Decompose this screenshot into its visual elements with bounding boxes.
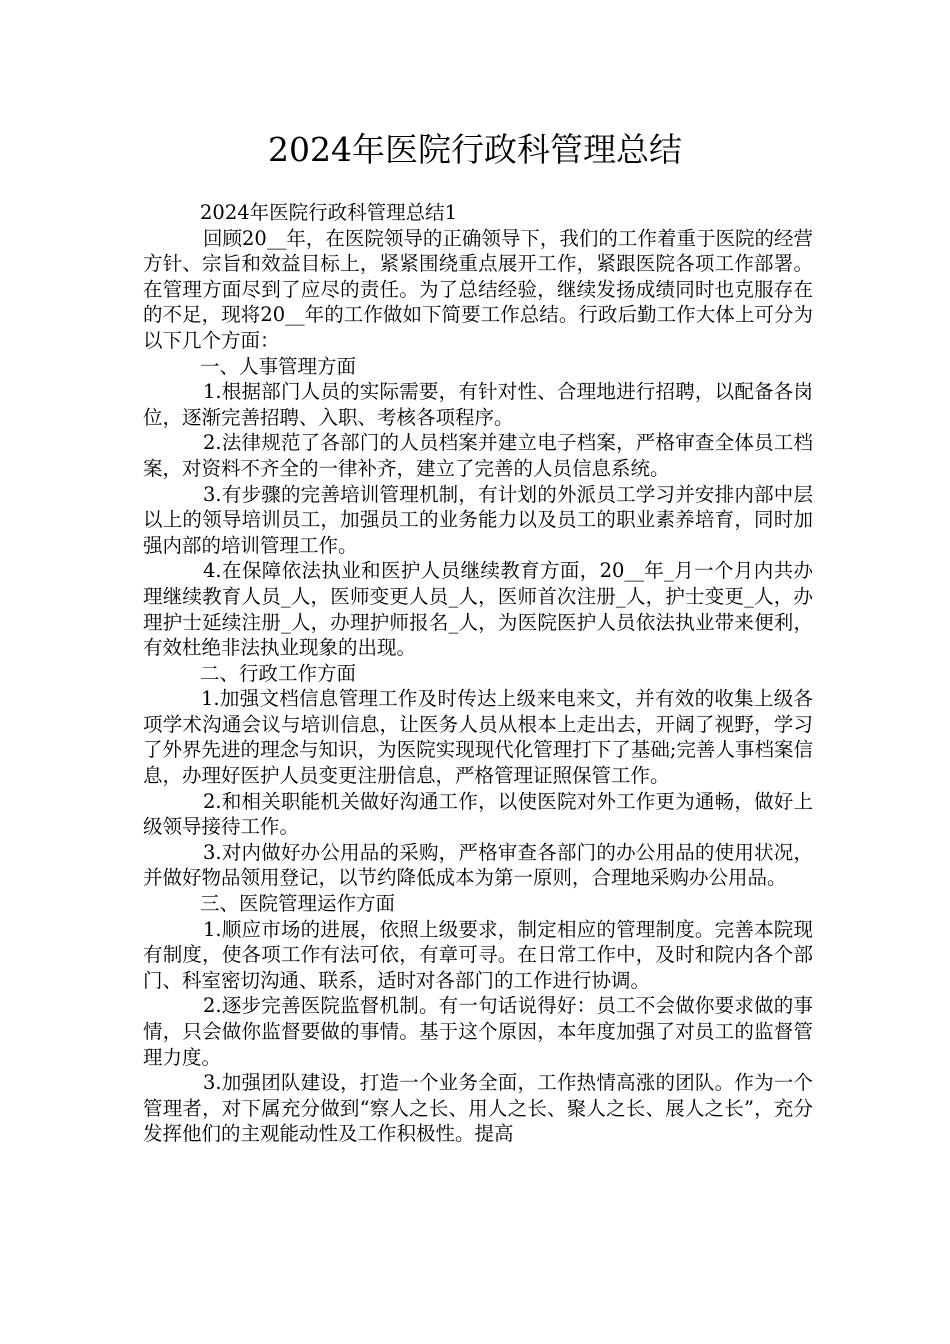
- paragraph-operations-3: 3.加强团队建设，打造一个业务全面，工作热情高涨的团队。作为一个管理者，对下属充分做到“察人之长、用人之长、聚人之长、展人之长”，充分发挥他们的主观能动性及工作积极性。提高: [143, 1071, 813, 1146]
- paragraph-personnel-3: 3.有步骤的完善培训管理机制，有计划的外派员工学习并安排内部中层以上的领导培训员工，加强员工的业务能力以及员工的职业素养培育，同时加强内部的培训管理工作。: [143, 482, 813, 557]
- section-heading-administration: 二、行政工作方面: [200, 661, 357, 685]
- paragraph-personnel-1: 1.根据部门人员的实际需要，有针对性、合理地进行招聘，以配备各岗位，逐渐完善招聘、入职、考核各项程序。: [143, 380, 813, 429]
- document-body: [143, 200, 813, 1147]
- section-heading-operations: 三、医院管理运作方面: [200, 892, 396, 916]
- section-subtitle: 2024年医院行政科管理总结1: [200, 201, 458, 224]
- paragraph-administration-3: 3.对内做好办公用品的采购，严格审查各部门的办公用品的使用状况，并做好物品领用登记，以节约降低成本为第一原则，合理地采购办公用品。: [143, 840, 813, 890]
- intro-paragraph: 回顾20__年，在医院领导的正确领导下，我们的工作着重于医院的经营方针、宗旨和效益目标上，紧紧围绕重点展开工作，紧跟医院各项工作部署。在管理方面尽到了应尽的责任。为了总结经验，继续发扬成绩同时也克服存在的不足，现将20__年的工作做如下简要工作总结。行政后勤工作大体上可分为以下几个方面：: [143, 226, 813, 352]
- paragraph-operations-1: 1.顺应市场的进展，依照上级要求，制定相应的管理制度。完善本院现有制度，使各项工作有法可依，有章可寻。在日常工作中，及时和院内各个部门、科室密切沟通、联系，适时对各部门的工作进行协调。: [143, 917, 813, 992]
- paragraph-operations-2: 2.逐步完善医院监督机制。有一句话说得好：员工不会做你要求做的事情，只会做你监督要做的事情。基于这个原因，本年度加强了对员工的监督管理力度。: [143, 994, 813, 1069]
- paragraph-personnel-2: 2.法律规范了各部门的人员档案并建立电子档案，严格审查全体员工档案，对资料不齐全的一律补齐，建立了完善的人员信息系统。: [143, 431, 813, 480]
- paragraph-administration-2: 2.和相关职能机关做好沟通工作，以使医院对外工作更为通畅，做好上级领导接待工作。: [143, 789, 813, 839]
- paragraph-personnel-4: 4.在保障依法执业和医护人员继续教育方面，20__年_月一个月内共办理继续教育人员_人，医师变更人员_人，医师首次注册_人，护士变更_人，办理护士延续注册_人，办理护师报名_人，为医院医护人员依法执业带来便利，有效杜绝非法执业现象的出现。: [143, 559, 813, 660]
- section-heading-personnel: 一、人事管理方面: [200, 354, 357, 378]
- document-title: 2024年医院行政科管理总结: [268, 130, 682, 169]
- paragraph-administration-1: 1.加强文档信息管理工作及时传达上级来电来文，并有效的收集上级各项学术沟通会议与培训信息，让医务人员从根本上走出去，开阔了视野，学习了外界先进的理念与知识，为医院实现现代化管理打下了基础;完善人事档案信息，办理好医护人员变更注册信息，严格管理证照保管工作。: [143, 687, 813, 788]
